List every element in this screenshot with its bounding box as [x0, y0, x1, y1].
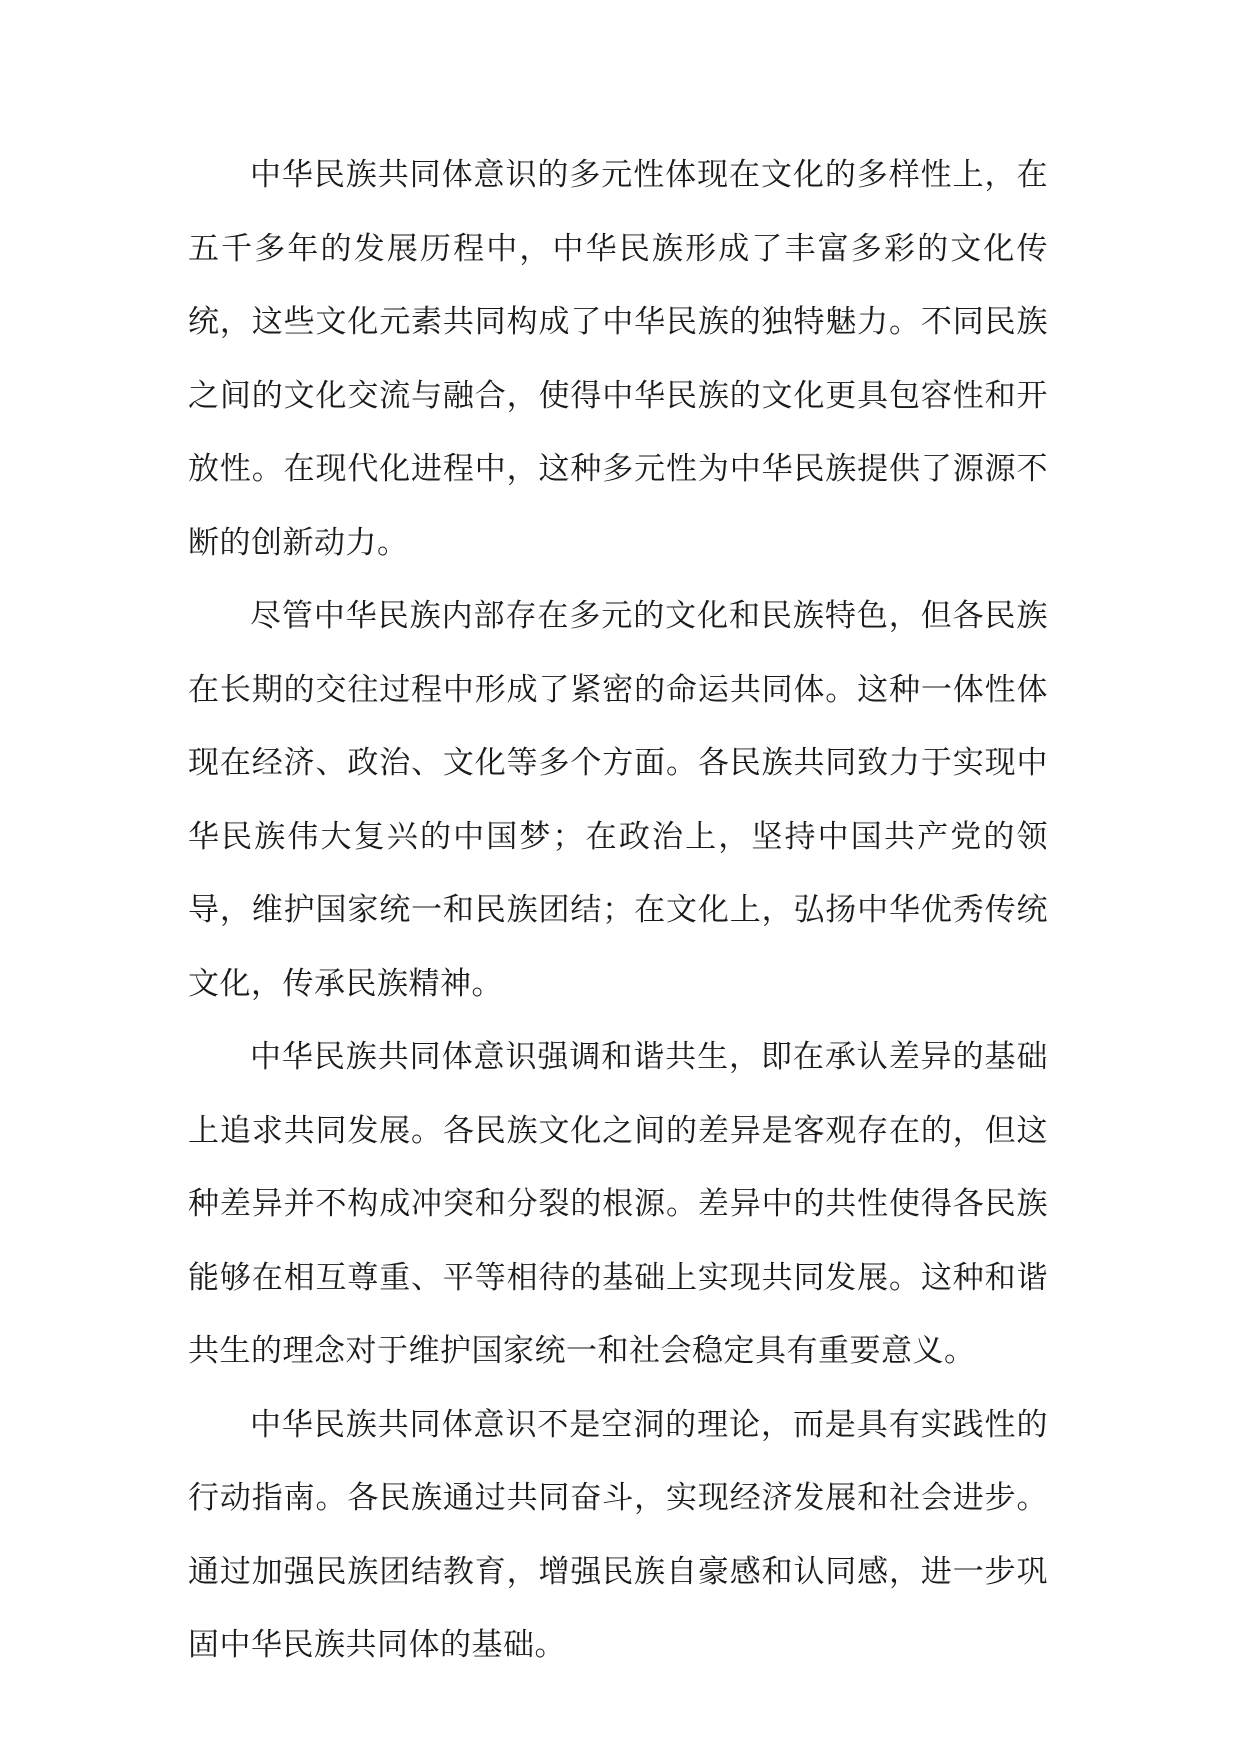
document-body — [188, 139, 1048, 1683]
paragraph-2: 尽管中华民族内部存在多元的文化和民族特色，但各民族在长期的交往过程中形成了紧密的命运共同体。这种一体性体现在经济、政治、文化等多个方面。各民族共同致力于实现中华民族伟大复兴的中国梦；在政治上，坚持中国共产党的领导，维护国家统一和民族团结；在文化上，弘扬中华优秀传统文化，传承民族精神。 — [188, 598, 1048, 1002]
paragraph-4: 中华民族共同体意识不是空洞的理论，而是具有实践性的行动指南。各民族通过共同奋斗，实现经济发展和社会进步。通过加强民族团结教育，增强民族自豪感和认同感，进一步巩固中华民族共同体的基础。 — [188, 1406, 1048, 1663]
paragraph-1: 中华民族共同体意识的多元性体现在文化的多样性上，在五千多年的发展历程中，中华民族形成了丰富多彩的文化传统，这些文化元素共同构成了中华民族的独特魅力。不同民族之间的文化交流与融合，使得中华民族的文化更具包容性和开放性。在现代化进程中，这种多元性为中华民族提供了源源不断的创新动力。 — [188, 157, 1048, 561]
paragraph-3: 中华民族共同体意识强调和谐共生，即在承认差异的基础上追求共同发展。各民族文化之间的差异是客观存在的，但这种差异并不构成冲突和分裂的根源。差异中的共性使得各民族能够在相互尊重、平等相待的基础上实现共同发展。这种和谐共生的理念对于维护国家统一和社会稳定具有重要意义。 — [188, 1039, 1048, 1369]
